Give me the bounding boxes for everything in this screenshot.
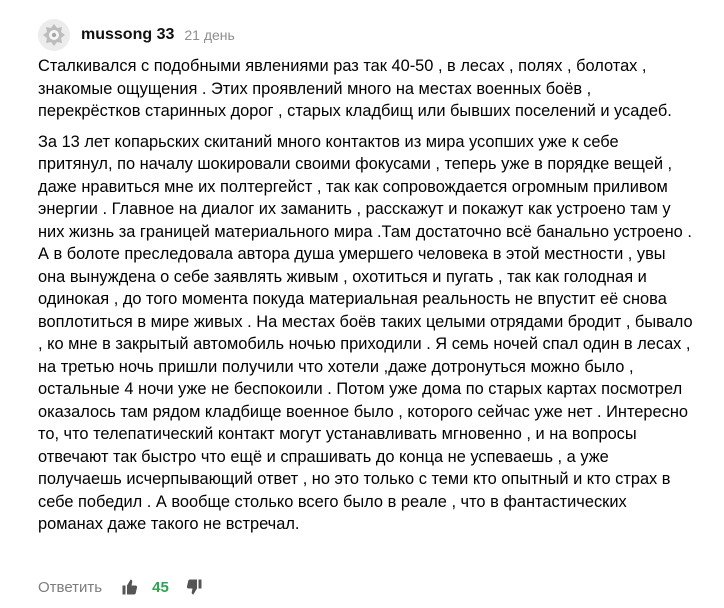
thumbs-down-icon xyxy=(185,578,203,596)
comment-actions xyxy=(38,574,203,600)
comment-body xyxy=(38,55,694,544)
avatar-emblem-icon xyxy=(41,22,67,48)
comment-paragraph: За 13 лет копарьских скитаний много контактов из мира усопших уже к себе притянул, по началу шокировали своими фокусами , теперь уже в порядке вещей , даже нравиться мне их полтергейст , так как сопровождается огромным приливом энергии . Главное на диалог их заманить , расскажут и покажут как устроено там у них жизнь за границей материального мира .Там достаточно всё банально устроено . А в болоте преследовала автора душа умершего человека в этой местности , увы она вынуждена о себе заявлять живым , охотиться и пугать , так как голодная и одинокая , до того момента покуда материальная реальность не впустит её снова воплотиться в мире живых . На местах боёв таких целыми отрядами бродит , бывало , ко мне в закрытый автомобиль ночью приходили . Я семь ночей спал один в лесах , на третью ночь пришли получили что хотели ,даже дотронуться можно было , остальные 4 ночи уже не беспокоили . Потом уже дома по старых картах посмотрел оказалось там рядом кладбище военное было , которого сейчас уже нет . Интересно то, что телепатический контакт могут устанавливать мгновенно , и на вопросы отвечают так быстро что ещё и спрашивать до конца не успеваешь , а уже получаешь исчерпывающий ответ , но это только с теми кто опытный и кто страх в себе победил . А вообще столько всего было в реале , что в фантастических романах даже такого не встречал. xyxy=(38,132,693,533)
reply-button[interactable]: Ответить xyxy=(38,578,103,596)
comment-header xyxy=(38,17,235,53)
like-button[interactable] xyxy=(121,578,139,596)
thumbs-up-icon xyxy=(121,578,139,596)
dislike-button[interactable] xyxy=(185,578,203,596)
avatar[interactable] xyxy=(38,19,70,51)
comment-date: 21 день xyxy=(184,27,235,43)
comment-paragraph: Сталкивался с подобными явлениями раз так 40-50 , в лесах , полях , болотах , знакомые ощущения . Этих проявлений много на местах военных боёв , перекрёстков старинных дорог , старых кладбищ или бывших поселений и усадеб. xyxy=(38,57,672,120)
like-count: 45 xyxy=(152,578,169,596)
author-name[interactable]: mussong 33 xyxy=(81,26,175,43)
